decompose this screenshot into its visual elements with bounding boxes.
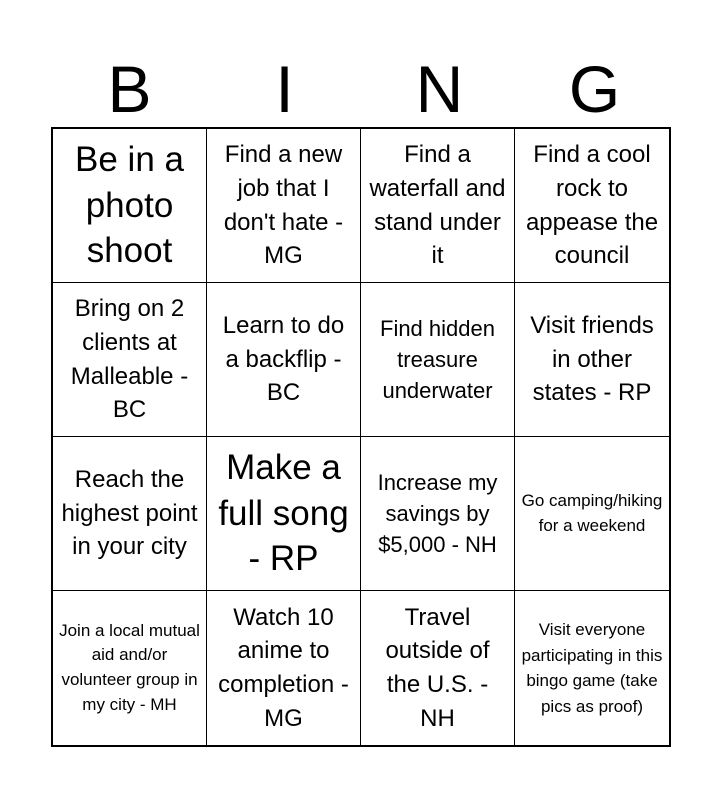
header-letter-i: I — [275, 52, 294, 126]
bingo-cell[interactable]: Watch 10 anime to completion - MG — [207, 591, 361, 745]
bingo-cell[interactable]: Bring on 2 clients at Malleable - BC — [53, 283, 207, 437]
bingo-cell[interactable]: Travel outside of the U.S. - NH — [361, 591, 515, 745]
bingo-cell[interactable]: Find hidden treasure underwater — [361, 283, 515, 437]
bingo-cell[interactable]: Find a waterfall and stand under it — [361, 129, 515, 283]
bingo-cell[interactable]: Learn to do a backflip - BC — [207, 283, 361, 437]
bingo-cell[interactable]: Go camping/hiking for a weekend — [515, 437, 669, 591]
bingo-cell[interactable]: Find a new job that I don't hate - MG — [207, 129, 361, 283]
bingo-board — [51, 127, 671, 747]
bingo-cell[interactable]: Make a full song - RP — [207, 437, 361, 591]
bingo-cell[interactable]: Join a local mutual aid and/or volunteer group in my city - MH — [53, 591, 207, 745]
bingo-cell[interactable]: Visit everyone participating in this bingo game (take pics as proof) — [521, 620, 663, 716]
bingo-cell[interactable]: Visit friends in other states - RP — [515, 283, 669, 437]
bingo-cell[interactable]: Find a cool rock to appease the council — [515, 129, 669, 283]
bingo-cell[interactable]: Reach the highest point in your city — [53, 437, 207, 591]
bingo-cell[interactable]: Increase my savings by $5,000 - NH — [361, 437, 515, 591]
bingo-cell[interactable]: Be in a photo shoot — [53, 129, 207, 283]
header-letter-b: B — [107, 52, 152, 126]
header-letter-g: G — [568, 52, 621, 126]
bingo-header — [52, 50, 672, 128]
header-letter-n: N — [415, 52, 464, 126]
